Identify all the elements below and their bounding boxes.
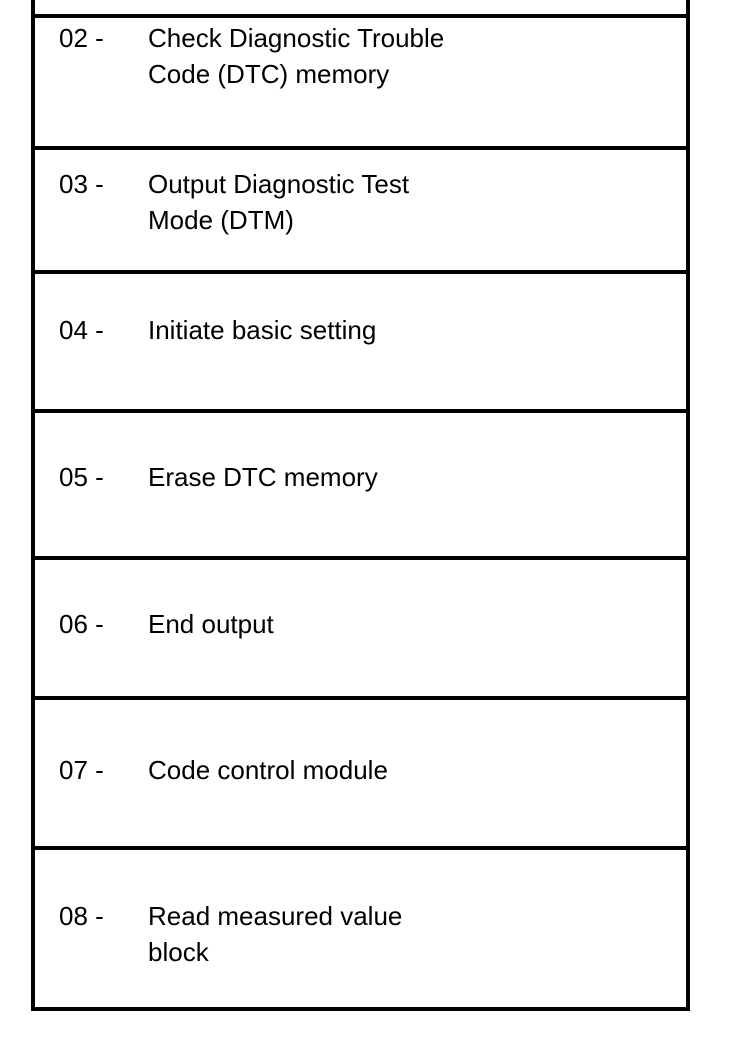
table-row	[35, 700, 686, 850]
function-label-line: Code (DTC) memory	[148, 59, 390, 89]
function-label	[148, 312, 648, 348]
function-label	[148, 459, 648, 495]
function-label	[148, 166, 648, 238]
table-row	[35, 413, 686, 560]
function-label-line: End output	[148, 609, 274, 639]
table-row	[35, 560, 686, 700]
function-label	[148, 752, 648, 788]
function-label-line: Check Diagnostic Trouble	[148, 23, 445, 53]
function-label-line: Mode (DTM)	[148, 205, 294, 235]
function-code: 03 -	[59, 169, 104, 199]
table-row	[35, 850, 686, 1007]
function-code: 06 -	[59, 609, 104, 639]
function-label	[148, 606, 648, 642]
function-code: 04 -	[59, 315, 104, 345]
function-code: 08 -	[59, 901, 104, 931]
function-label	[148, 898, 648, 970]
function-code: 02 -	[59, 23, 104, 53]
function-code: 05 -	[59, 462, 104, 492]
function-label-line: Erase DTC memory	[148, 462, 378, 492]
function-code: 07 -	[59, 755, 104, 785]
table-row	[35, 150, 686, 274]
function-label-line: Output Diagnostic Test	[148, 169, 410, 199]
function-label	[148, 20, 648, 92]
function-label-line: Read measured value	[148, 901, 403, 931]
table-row	[35, 274, 686, 413]
function-code-table	[31, 0, 690, 1011]
function-label-line: block	[148, 937, 209, 967]
function-label-line: Code control module	[148, 755, 388, 785]
function-label-line: Initiate basic setting	[148, 315, 377, 345]
table-row	[35, 0, 686, 150]
